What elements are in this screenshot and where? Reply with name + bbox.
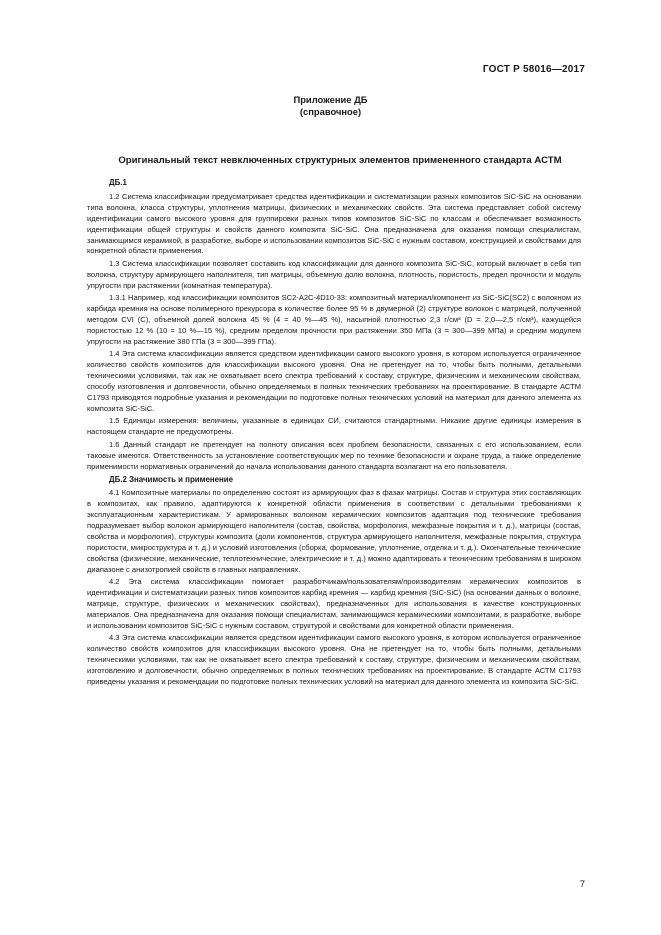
- appendix-heading: [0, 94, 661, 118]
- paragraph-1-6: 1.6 Данный стандарт не претендует на полноту описания всех проблем безопасности, связанных с его использованием, если таковые имеются. Ответственность за установление соответствующих мер по технике безопасности и охране труда, а также определение применимости нормативных ограничений до начала использования данного стандарта возлагают на его пользователя.: [87, 439, 581, 471]
- section-db2-heading: ДБ.2 Значимость и применение: [109, 474, 234, 484]
- paragraph-4-2: 4.2 Эта система классификации помогает разработчикам/пользователям/производителям керамических композитов в идентификации и систематизации разных типов композитов карбид кремния — карбид кремния (SiC-SiC) (на основании данных о волокне, матрице, структуре, физических и механических свойствах), предназначенных для использования в качестве конструкционных материалов. Она предназначена для оказания помощи специалистам, занимающимся керамическими композитами, в разработке, выборе и использовании композитов SiC-SiC с нужным составом, структурой и свойствами для конкретной области применения.: [87, 577, 581, 630]
- paragraph-4-1: 4.1 Композитные материалы по определению состоят из армирующих фаз в фазах матрицы. Состав и структура этих составляющих в композитах, как правило, адаптируются к конкретной области применения в соответствии с детальными требованиями к эксплуатационным характеристикам. У армированных волокном керамических композитов адаптация под технические требования подразумевает выбор волокон армирующего наполнителя (состав, свойства, морфология, межфазные покрытия и т. д.), матрицы (состав, свойства и морфология), структуры композита (доли компонентов, структура армирующего наполнителя, межфазные покрытия, структура пористости, микроструктура и т. д.) и условий изготовления (сборка, формование, уплотнение, отделка и т. д.). Окончательные технические свойства (физические, механические, теплотехнические, электрические и т. д.) можно адаптировать к техническим требованиям в широком диапазоне с анизотропией свойств в главных направлениях.: [87, 488, 581, 574]
- paragraph-1-3: 1.3 Система классификации позволяет составить код классификации для данного композита SiC-SiC, который включает в себя тип волокна, структуру армирующего наполнителя, тип матрицы, объемную долю волокна, плотность, пористость, предел прочности и модуль упругости при растяжении (комнатная температура).: [87, 258, 581, 290]
- appendix-subtitle: (справочное): [299, 106, 362, 117]
- paragraph-1-3-1: 1.3.1 Например, код классификации композитов SC2-A2C-4D10-33: композитный материал/компонент из SiC-SiC(SC2) с волокном из карбида кремния на основе полимерного прекурсора в количестве более 95 % в двумерной (2) структуре волокон с матрицей, полученной методом CVI (C), объемной долей волокна 45 % (4 = 40 %—45 %), насыпной плотностью 2,3 г/см³ (D = 2,0—2,5 г/см³), кажущейся пористостью 12 % (10 = 10 %—15 %), средним пределом прочности при растяжении 350 МПа (3 = 300—399 МПа) и средним модулем упругости на растяжение 380 ГПа (3 = 300—399 ГПа).: [87, 293, 581, 346]
- paragraph-1-4: 1.4 Эта система классификации является средством идентификации самого высокого уровня, в котором используется ограниченное количество свойств композитов для классификации высокого уровня. Она не претендует на то, чтобы быть полными, детальными техническими условиями, так как не охватывает всего спектра требований к составу, структуре, физическим и механическим свойствам, способу изготовления и долговечности, обычно определяемых в полных технических требованиях на проектирование. В стандарте АСТМ С1793 приводятся подробные указания и рекомендации по подготовке полных технических условий на материал для данного элемента из композита SiC-SiC.: [87, 349, 581, 413]
- page-number: 7: [579, 879, 585, 890]
- appendix-title: Приложение ДБ: [293, 94, 368, 105]
- paragraph-1-2: 1.2 Система классификации предусматривает средства идентификации и систематизации разных композитов SiC-SiC на основании типа волокна, класса структуры, уплотнения матрицы, физических и механических свойств. Эта система представляет собой систему идентификации самого высокого уровня для группировки разных типов композитов SiC-SiC по классам и обеспечивает возможность идентификации общей структуры и свойств данного композита SiC-SiC. Она предназначена для оказания помощи специалистам, занимающимся керамикой, в разработке, выборе и использовании композитов SiC-SiC с нужным составом, конструкцией и свойствами для конкретной области применения.: [87, 191, 581, 256]
- standard-code: ГОСТ Р 58016—2017: [482, 64, 585, 75]
- paragraph-1-5: 1.5 Единицы измерения: величины, указанные в единицах СИ, считаются стандартными. Никакие другие единицы измерения в настоящем стандарте не предусмотрены.: [87, 416, 581, 437]
- paragraph-4-3: 4.3 Эта система классификации является средством идентификации самого высокого уровня, в котором используется ограниченное количество свойств композитов для классификации высокого уровня. Она не претендует на то, чтобы быть полными, детальными техническими условиями, так как не охватывает всего спектра требований к составу, структуре, физическим и механическим свойствам, изготовлению и долговечности, обычно определяемых в полных технических требованиях на проектирование. В стандарте АСТМ С1793 приведены указания и рекомендации по подготовке полных технических условий на материал для данного элемента из композита SiC-SiC.: [87, 633, 581, 687]
- original-text-title: Оригинальный текст невключенных структурных элементов примененного стандарта АСТМ: [118, 155, 562, 166]
- document-body: [87, 176, 581, 690]
- section-db1-heading: ДБ.1: [109, 178, 127, 187]
